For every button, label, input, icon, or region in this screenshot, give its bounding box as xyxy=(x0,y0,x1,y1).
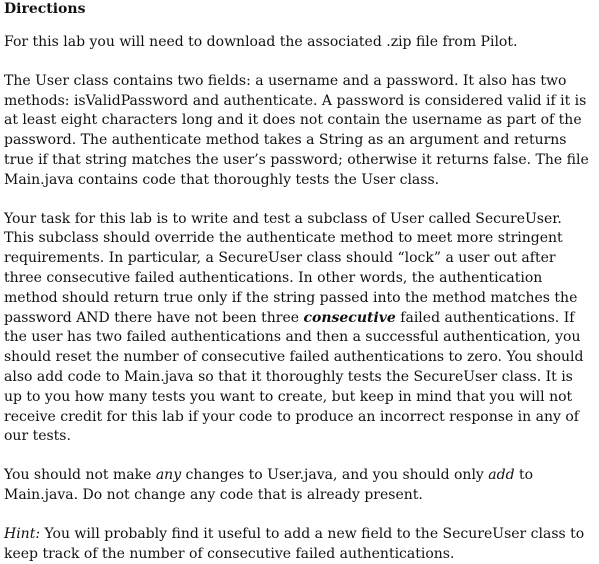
task-text-end: failed authentications. If the user has two failed authentications and then a successful authentication, you should reset the number of consecutive failed authentications to zero. You should also add code to Main.java so that it thoroughly tests the SecureUser class. It is up to you how many tests you want to create, but keep in mind that you will not receive credit for this lab if your code to produce an incorrect response in any of our tests. xyxy=(4,309,584,445)
user-class-text: The User class contains two fields: a username and a password. It also has two methods: isValidPassword and authenticate. A password is considered valid if it is at least eight characters long and it does not contain the username as part of the password. The authenticate method takes a String as an argument and returns true if that string matches the user’s password; otherwise it returns false. The file Main.java contains code that thoroughly tests the User class. xyxy=(4,72,589,188)
rules-text-1: You should not make xyxy=(4,467,156,484)
paragraph-download xyxy=(4,33,594,53)
paragraph-rules xyxy=(4,466,594,506)
directions-document xyxy=(4,0,594,564)
rules-text-2: changes to User.java, and you should only xyxy=(181,467,489,484)
directions-heading: Directions xyxy=(4,1,86,17)
hint-text: You will probably find it useful to add a new field to the SecureUser class to keep track of the number of consecutive failed authentications. xyxy=(4,525,585,562)
paragraph-user-class xyxy=(4,72,594,191)
download-text: For this lab you will need to download the associated .zip file from Pilot. xyxy=(4,34,518,50)
emphasis-consecutive: consecutive xyxy=(303,309,396,326)
paragraph-hint xyxy=(4,525,594,564)
paragraph-task xyxy=(4,210,594,448)
emphasis-any: any xyxy=(155,467,182,484)
rules-text-3: to Main.java. Do not change any code that is already present. xyxy=(4,467,534,503)
emphasis-add: add xyxy=(488,467,515,484)
task-text-start: Your task for this lab is to write and test a subclass of User called SecureUser. This subclass should override the authenticate method to meet more stringent requirements. In particular, a SecureUser class should “lock” a user out after three consecutive failed authentications. In other words, the authentication method should return true only if the string passed into the method matches the password AND there have not been three xyxy=(4,210,578,326)
hint-label: Hint: xyxy=(4,525,41,542)
